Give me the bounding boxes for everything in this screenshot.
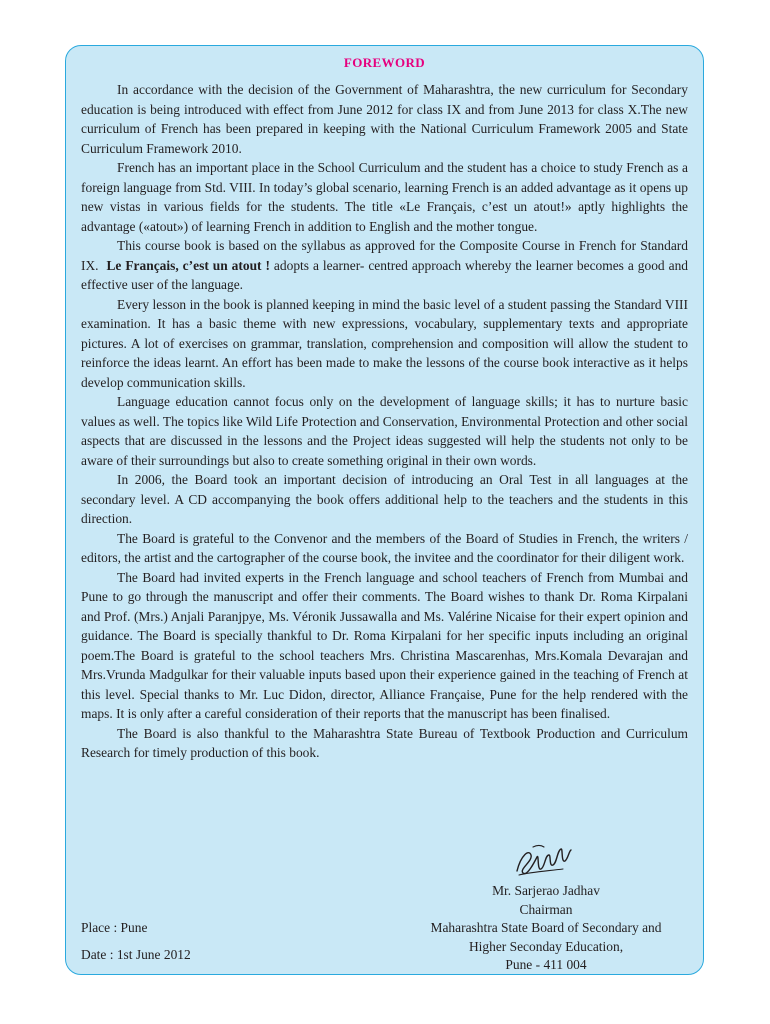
signatory-name: Mr. Sarjerao Jadhav: [492, 883, 600, 898]
paragraph-4: Every lesson in the book is planned keeping in mind the basic level of a student passing the Standard VIII examination. It has a basic theme with new expressions, vocabulary, supplementary texts and appropriate pictures. A lot of exercises on grammar, translation, comprehension and composition will allow the student to reinforce the ideas learnt. An effort has been made to make the lessons of the course book interactive as it helps develop communication skills.: [81, 296, 688, 390]
paragraph-3-text-end: adopts a learner- centred approach whereby the learner becomes a good and effective user of the language.: [81, 257, 689, 292]
foreword-body: [81, 80, 688, 763]
paragraph-2: French has an important place in the School Curriculum and the student has a choice to study French as a foreign language from Std. VIII. In today’s global scenario, learning French is an added advantage as it opens up new vistas in various fields for the students. The title «Le Français, c’est un atout!» aptly highlights the advantage («atout») of learning French in addition to English and the mother tongue.: [81, 160, 688, 234]
paragraph-7: The Board is grateful to the Convenor and the members of the Board of Studies in French, the writers / editors, the artist and the cartographer of the course book, the invitee and the coordinator for their diligent work.: [81, 530, 688, 565]
paragraph-3: [81, 236, 688, 295]
signature-icon: [511, 841, 575, 881]
signatory-org-line-2: Higher Seconday Education,: [468, 938, 624, 954]
paragraph-6: In 2006, the Board took an important decision of introducing an Oral Test in all languages at the secondary level. A CD accompanying the book offers additional help to the teachers and the students in this direction.: [81, 472, 688, 526]
signatory-org-line-3: Pune - 411 004: [505, 957, 587, 972]
paragraph-1: In accordance with the decision of the Government of Maharashtra, the new curriculum for Secondary education is being introduced with effect from June 2012 for class IX and from June 2013 for class X.The new curriculum of French has been prepared in keeping with the National Curriculum Framework 2005 and State Curriculum Framework 2010.: [81, 82, 688, 156]
signature: [396, 841, 686, 881]
foreword-panel: [65, 45, 704, 975]
book-title: Le Français, c’est un atout !: [106, 257, 270, 273]
signatory-title: Chairman: [519, 901, 573, 917]
paragraph-8: The Board had invited experts in the French language and school teachers of French from Mumbai and Pune to go through the manuscript and offer their comments. The Board wishes to thank Dr. Roma Kirpalani and Prof. (Mrs.) Anjali Paranjpye, Ms. Véronik Jussawalla and Ms. Valérine Nicaise for their expert opinion and guidance. The Board is specially thankful to Dr. Roma Kirpalani for her specific inputs including an original poem.The Board is grateful to the school teachers Mrs. Christina Mascarenhas, Mrs.Komala Devarajan and Mrs.Vrunda Madgulkar for their valuable inputs based upon their experience gained in the teaching of French at this level. Special thanks to Mr. Luc Didon, director, Alliance Française, Pune for the help rendered with the maps. It is only after a careful consideration of their reports that the manuscript has been finalised.: [81, 569, 688, 721]
paragraph-5: Language education cannot focus only on the development of language skills; it has to nurture basic values as well. The topics like Wild Life Protection and Conservation, Environmental Protection and other social aspects that are discussed in the lessons and the Project ideas suggested will help the students not only to be aware of their surroundings but also to create something original in their own words.: [81, 394, 688, 468]
paragraph-3-text-start: This course book is based on the syllabus as approved for the Composite Course in French for Standard IX.: [81, 238, 688, 273]
page-title: FOREWORD: [343, 55, 426, 70]
paragraph-9: The Board is also thankful to the Maharashtra State Bureau of Textbook Production and Curriculum Research for timely production of this book.: [81, 725, 688, 760]
signatory-block: [404, 882, 688, 975]
date-line: Date : 1st June 2012: [81, 947, 191, 962]
signatory-org-line-1: Maharashtra State Board of Secondary and: [430, 920, 662, 935]
place-line: Place : Pune: [81, 920, 148, 935]
